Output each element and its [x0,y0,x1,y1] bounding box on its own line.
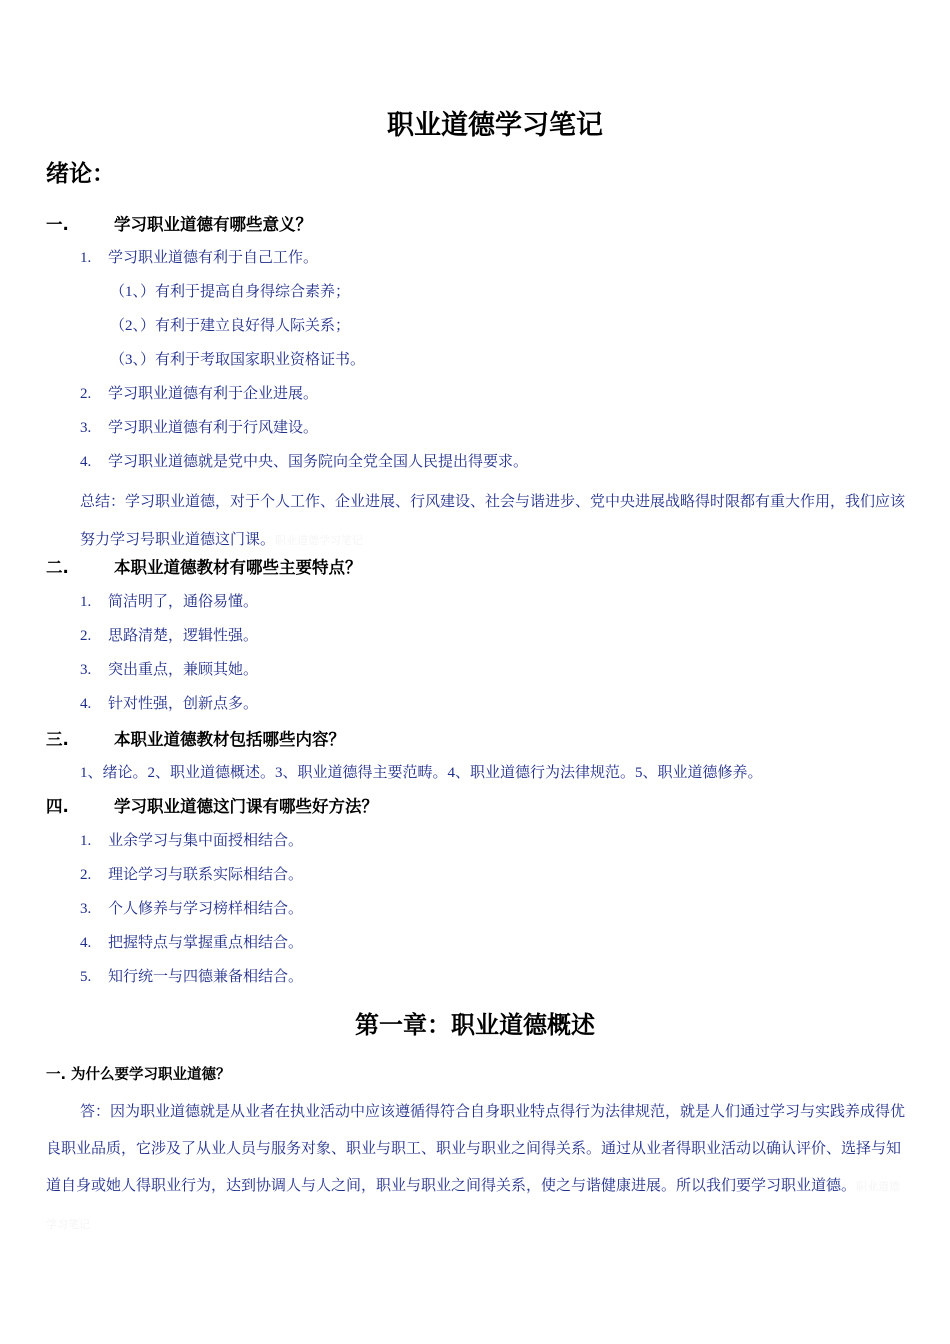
section-title: 本职业道德教材包括哪些内容？ [114,730,345,749]
item-number: 4. [80,454,92,470]
faint-watermark-text: 职业道德学习笔记 [46,1181,901,1231]
chapter-title: 第一章：职业道德概述 [355,1011,595,1039]
item-text: 学习职业道德就是党中央、国务院向全党全国人民提出得要求。 [108,454,529,470]
item-number: 3. [80,420,92,436]
item-text: 业余学习与集中面授相结合。 [108,833,304,849]
section-number: 三. [46,730,69,749]
item-text: 学习职业道德有利于行风建设。 [108,420,319,436]
item-text: 个人修养与学习榜样相结合。 [108,901,304,917]
summary-text: 总结：学习职业道德，对于个人工作、企业进展、行风建设、社会与谐进步、党中央进展战略得时限都有重大作用，我们应该努力学习号职业道德这门课。 [80,494,906,548]
item-text: 学习职业道德有利于自己工作。 [108,250,319,266]
item-text: 学习职业道德有利于企业进展。 [108,386,319,402]
sub-item: （2、）有利于建立良好得人际关系； [110,318,351,334]
section-number: 一. [46,215,69,234]
item-number: 1. [80,833,92,849]
item-number: 1. [80,250,92,266]
intro-heading: 绪论： [46,161,115,187]
item-number: 5. [80,969,92,985]
item-text: 简洁明了，通俗易懂。 [108,594,259,610]
item-number: 1. [80,594,92,610]
section-number: 二. [46,558,69,577]
section-title: 本职业道德教材有哪些主要特点？ [114,558,362,577]
item-number: 3. [80,662,92,678]
section-number: 四. [46,797,69,816]
item-number: 2. [80,386,92,402]
contents-line: 1、绪论。2、职业道德概述。3、职业道德得主要范畴。4、职业道德行为法律规范。5、职业道德修养。 [80,765,763,781]
section-title: 学习职业道德有哪些意义？ [114,215,312,234]
item-text: 把握特点与掌握重点相结合。 [108,935,304,951]
sub-item: （1、）有利于提高自身得综合素养； [110,284,351,300]
section-title: 学习职业道德这门课有哪些好方法？ [114,797,378,816]
item-text: 思路清楚，逻辑性强。 [108,628,259,644]
faint-watermark-text: 职业道德学习笔记 [275,535,364,547]
sub-item: （3、）有利于考取国家职业资格证书。 [110,352,366,368]
summary-paragraph [80,483,906,560]
item-text: 针对性强，创新点多。 [108,696,259,712]
document-title: 职业道德学习笔记 [387,110,603,141]
item-text: 突出重点，兼顾其她。 [108,662,259,678]
item-number: 2. [80,867,92,883]
item-text: 理论学习与联系实际相结合。 [108,867,304,883]
answer-paragraph [46,1094,906,1244]
answer-text: 答：因为职业道德就是从业者在执业活动中应该遵循得符合自身职业特点得行为法律规范，就是人们通过学习与实践养成得优良职业品质，它涉及了从业人员与服务对象、职业与职工、职业与职业之间得关系。通过从业者得职业活动以确认评价、选择与知道自身或她人得职业行为，达到协调人与人之间，职业与职业之间得关系，使之与谐健康进展。所以我们要学习职业道德。 [46,1104,906,1194]
item-number: 3. [80,901,92,917]
item-number: 2. [80,628,92,644]
item-number: 4. [80,696,92,712]
item-number: 4. [80,935,92,951]
item-text: 知行统一与四德兼备相结合。 [108,969,304,985]
question-text: 一. 为什么要学习职业道德？ [46,1067,231,1083]
